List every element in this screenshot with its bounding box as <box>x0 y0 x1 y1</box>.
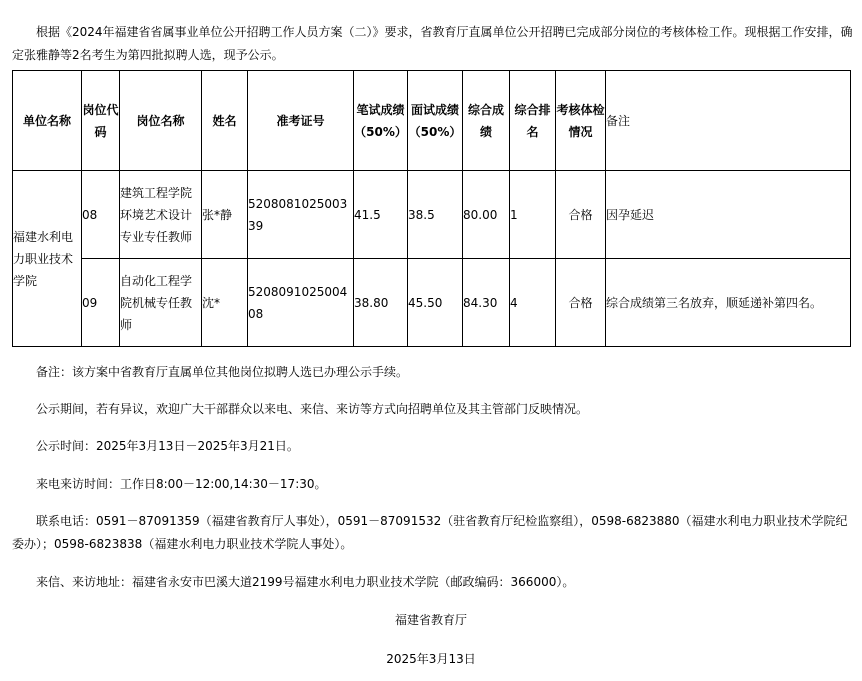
intro-paragraph: 根据《2024年福建省省属事业单位公开招聘工作人员方案（二）》要求，省教育厅直属单位公开招聘已完成部分岗位的考核体检工作。现根据工作安排，确定张雅静等2名考生为第四批拟聘人选，现予公示。 <box>12 25 853 62</box>
visit-hours: 来电来访时间：工作日8:00－12:00,14:30－17:30。 <box>36 477 327 491</box>
check-result-cell: 合格 <box>556 171 606 259</box>
candidate-name-cell: 张*静 <box>202 171 248 259</box>
table-row <box>13 171 851 259</box>
post-code-cell: 09 <box>82 259 120 347</box>
interview-score-cell: 38.5 <box>408 171 463 259</box>
issue-date: 2025年3月13日 <box>386 652 476 666</box>
rank-cell: 4 <box>510 259 556 347</box>
header-check: 考核体检情况 <box>556 71 606 171</box>
unit-name-cell: 福建水利电力职业技术学院 <box>13 171 82 347</box>
table-row <box>13 259 851 347</box>
remark-cell: 因孕延迟 <box>606 171 851 259</box>
header-total: 综合成绩 <box>463 71 510 171</box>
header-interview: 面试成绩（50%） <box>408 71 463 171</box>
written-score-cell: 41.5 <box>354 171 408 259</box>
candidate-name-cell: 沈* <box>202 259 248 347</box>
header-unit: 单位名称 <box>13 71 82 171</box>
post-name-cell: 建筑工程学院环境艺术设计专业专任教师 <box>120 171 202 259</box>
interview-score-cell: 45.50 <box>408 259 463 347</box>
issuing-organization: 福建省教育厅 <box>394 613 467 627</box>
rank-cell: 1 <box>510 171 556 259</box>
header-exam-no: 准考证号 <box>248 71 354 171</box>
header-written: 笔试成绩（50%） <box>354 71 408 171</box>
header-remark: 备注 <box>606 71 851 171</box>
exam-no-cell: 520809102500408 <box>248 259 354 347</box>
total-score-cell: 84.30 <box>463 259 510 347</box>
check-result-cell: 合格 <box>556 259 606 347</box>
remark-note: 备注：该方案中省教育厅直属单位其他岗位拟聘人选已办理公示手续。 <box>36 365 409 379</box>
post-name-cell: 自动化工程学院机械专任教师 <box>120 259 202 347</box>
contact-phones: 联系电话：0591－87091359（福建省教育厅人事处），0591－87091532（驻省教育厅纪检监察组），0598-6823880（福建水利电力职业技术学院纪委办）；0598-6823838（福建水利电力职业技术学院人事处）。 <box>12 514 848 551</box>
header-post-code: 岗位代码 <box>82 71 120 171</box>
written-score-cell: 38.80 <box>354 259 408 347</box>
objection-note: 公示期间，若有异议，欢迎广大干部群众以来电、来信、来访等方式向招聘单位及其主管部门反映情况。 <box>36 402 589 416</box>
candidate-table <box>12 70 851 347</box>
header-rank: 综合排名 <box>510 71 556 171</box>
table-header-row <box>13 71 851 171</box>
remark-cell: 综合成绩第三名放弃，顺延递补第四名。 <box>606 259 851 347</box>
total-score-cell: 80.00 <box>463 171 510 259</box>
post-code-cell: 08 <box>82 171 120 259</box>
announcement-period: 公示时间：2025年3月13日－2025年3月21日。 <box>36 439 299 453</box>
header-name: 姓名 <box>202 71 248 171</box>
header-post-name: 岗位名称 <box>120 71 202 171</box>
contact-address: 来信、来访地址：福建省永安市巴溪大道2199号福建水利电力职业技术学院（邮政编码：366000）。 <box>36 575 575 589</box>
exam-no-cell: 520808102500339 <box>248 171 354 259</box>
